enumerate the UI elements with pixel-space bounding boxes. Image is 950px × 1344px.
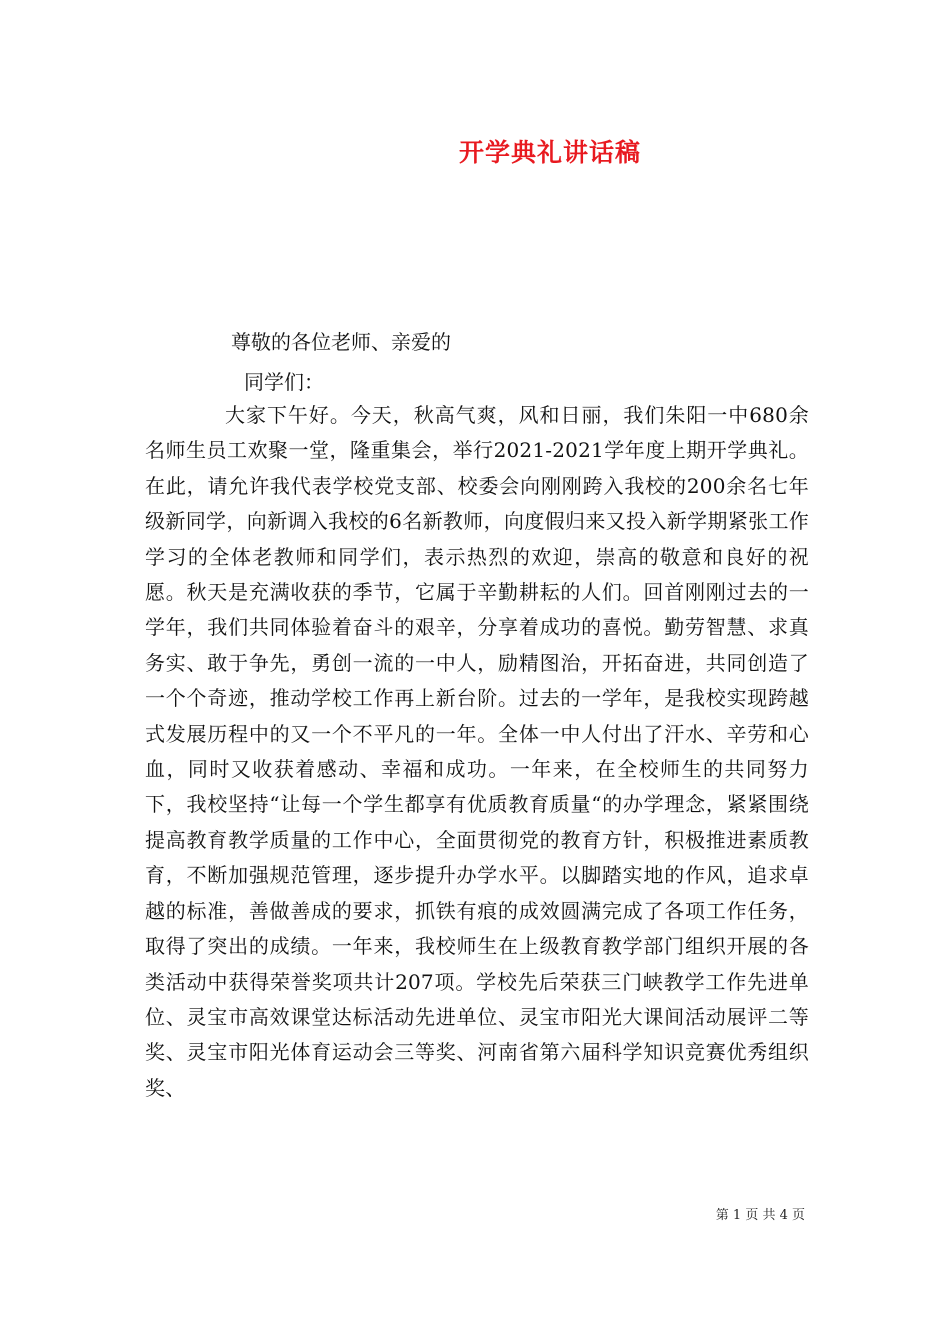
salutation-line-2: 同学们：	[244, 370, 324, 394]
salutation-line-1: 尊敬的各位老师、亲爱的	[231, 330, 451, 354]
document-title: 开学典礼讲话稿	[458, 138, 641, 167]
body-paragraph: 大家下午好。今天，秋高气爽，风和日丽，我们朱阳一中680余名师生员工欢聚一堂，隆重集会，举行2021-2021学年度上期开学典礼。在此，请允许我代表学校党支部、校委会向刚刚跨入我校的200余名七年级新同学，向新调入我校的6名新教师，向度假归来又投入新学期紧张工作学习的全体老教师和同学们，表示热烈的欢迎，崇高的敬意和良好的祝愿。秋天是充满收获的季节，它属于辛勤耕耘的人们。回首刚刚过去的一学年，我们共同体验着奋斗的艰辛，分享着成功的喜悦。勤劳智慧、求真务实、敢于争先，勇创一流的一中人，励精图治，开拓奋进，共同创造了一个个奇迹，推动学校工作再上新台阶。过去的一学年，是我校实现跨越式发展历程中的又一个不平凡的一年。全体一中人付出了汗水、辛劳和心血，同时又收获着感动、幸福和成功。一年来，在全校师生的共同努力下，我校坚持“让每一个学生都享有优质教育质量“的办学理念，紧紧围绕提高教育教学质量的工作中心，全面贯彻党的教育方针，积极推进素质教育，不断加强规范管理，逐步提升办学水平。以脚踏实地的作风，追求卓越的标准，善做善成的要求，抓铁有痕的成效圆满完成了各项工作任务，取得了突出的成绩。一年来，我校师生在上级教育教学部门组织开展的各类活动中获得荣誉奖项共计207项。学校先后荣获三门峡教学工作先进单位、灵宝市高效课堂达标活动先进单位、灵宝市阳光大课间活动展评二等奖、灵宝市阳光体育运动会三等奖、河南省第六届科学知识竞赛优秀组织奖、	[145, 403, 809, 1100]
page-number: 第 1 页 共 4 页	[715, 1208, 805, 1223]
